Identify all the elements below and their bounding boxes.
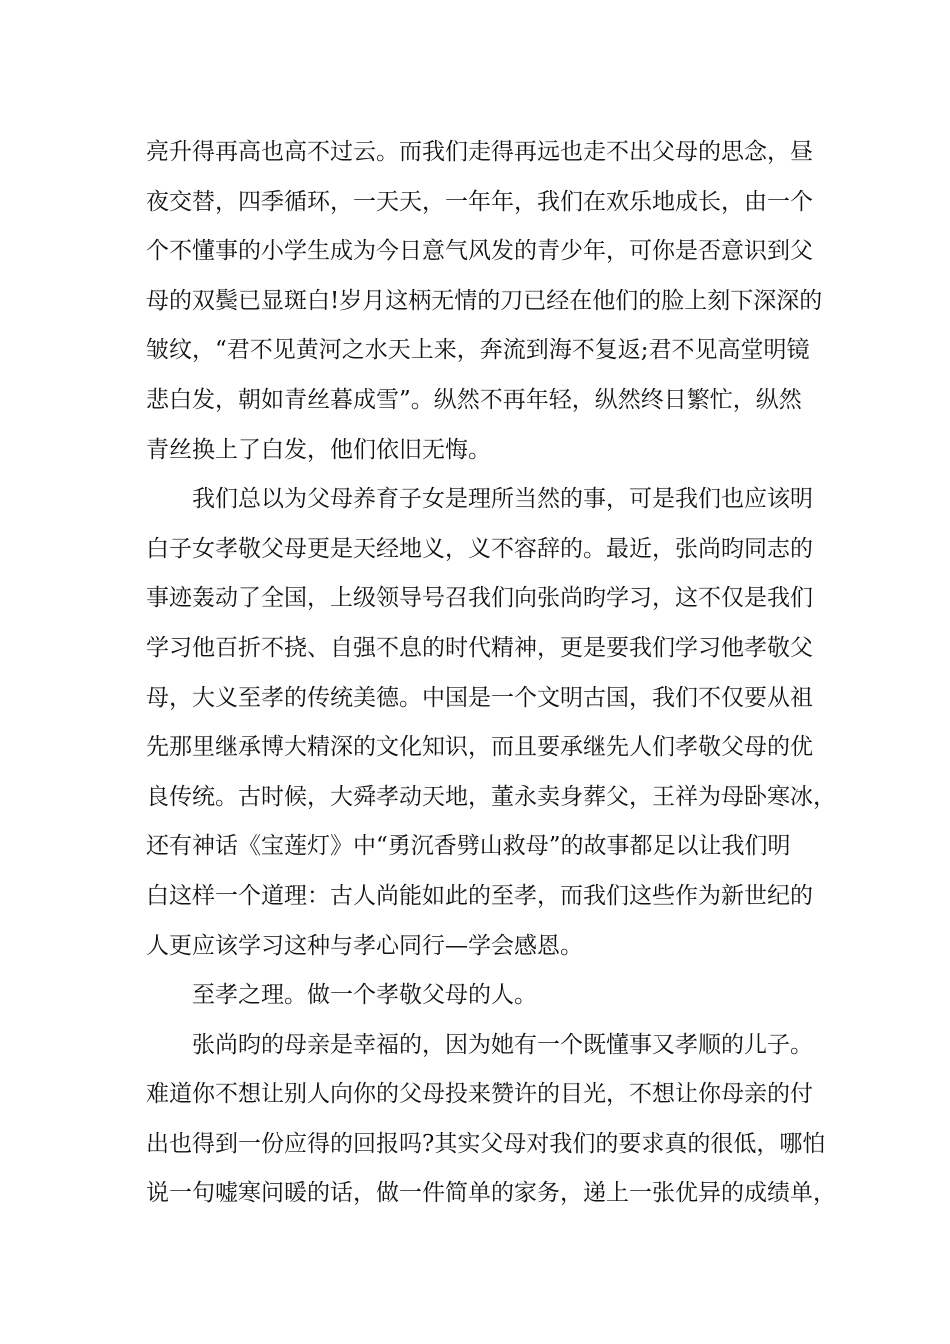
text-line: 事迹轰动了全国，上级领导号召我们向张尚昀学习，这不仅是我们 bbox=[146, 585, 813, 612]
body-text bbox=[146, 128, 836, 1219]
text-line: 先那里继承博大精深的文化知识，而且要承继先人们孝敬父母的优 bbox=[146, 734, 813, 761]
paragraph-start-line: 我们总以为父母养育子女是理所当然的事，可是我们也应该明 bbox=[192, 486, 813, 513]
text-line: 出也得到一份应得的回报吗?其实父母对我们的要求真的很低，哪怕 bbox=[146, 1130, 826, 1157]
text-line: 皱纹，“君不见黄河之水天上来，奔流到海不复返;君不见高堂明镜 bbox=[146, 337, 810, 364]
text-line: 还有神话《宝莲灯》中“勇沉香劈山救母”的故事都足以让我们明 bbox=[146, 833, 791, 860]
text-line: 悲白发，朝如青丝暮成雪”。纵然不再年轻，纵然终日繁忙，纵然 bbox=[146, 386, 802, 413]
text-line: 夜交替，四季循环，一天天，一年年，我们在欢乐地成长，由一个 bbox=[146, 188, 813, 215]
text-line: 良传统。古时候，大舜孝动天地，董永卖身葬父，王祥为母卧寒冰， bbox=[146, 783, 836, 810]
text-line: 母，大义至孝的传统美德。中国是一个文明古国，我们不仅要从祖 bbox=[146, 684, 813, 711]
text-line: 母的双鬓已显斑白!岁月这柄无情的刀已经在他们的脸上刻下深深的 bbox=[146, 287, 823, 314]
text-line: 白子女孝敬父母更是天经地义，义不容辞的。最近，张尚昀同志的 bbox=[146, 535, 813, 562]
text-line: 白这样一个道理：古人尚能如此的至孝，而我们这些作为新世纪的 bbox=[146, 882, 813, 909]
text-line: 学习他百折不挠、自强不息的时代精神，更是要我们学习他孝敬父 bbox=[146, 634, 813, 661]
text-line: 个不懂事的小学生成为今日意气风发的青少年，可你是否意识到父 bbox=[146, 238, 813, 265]
paragraph-start-line: 张尚昀的母亲是幸福的，因为她有一个既懂事又孝顺的儿子。 bbox=[192, 1031, 813, 1058]
paragraph-start-line: 至孝之理。做一个孝敬父母的人。 bbox=[192, 982, 537, 1009]
text-line: 青丝换上了白发，他们依旧无悔。 bbox=[146, 436, 491, 463]
text-line: 难道你不想让别人向你的父母投来赞许的目光，不想让你母亲的付 bbox=[146, 1081, 813, 1108]
text-line: 人更应该学习这种与孝心同行—学会感恩。 bbox=[146, 932, 583, 959]
text-line: 亮升得再高也高不过云。而我们走得再远也走不出父母的思念，昼 bbox=[146, 139, 813, 165]
text-line: 说一句嘘寒问暖的话，做一件简单的家务，递上一张优异的成绩单， bbox=[146, 1180, 836, 1207]
